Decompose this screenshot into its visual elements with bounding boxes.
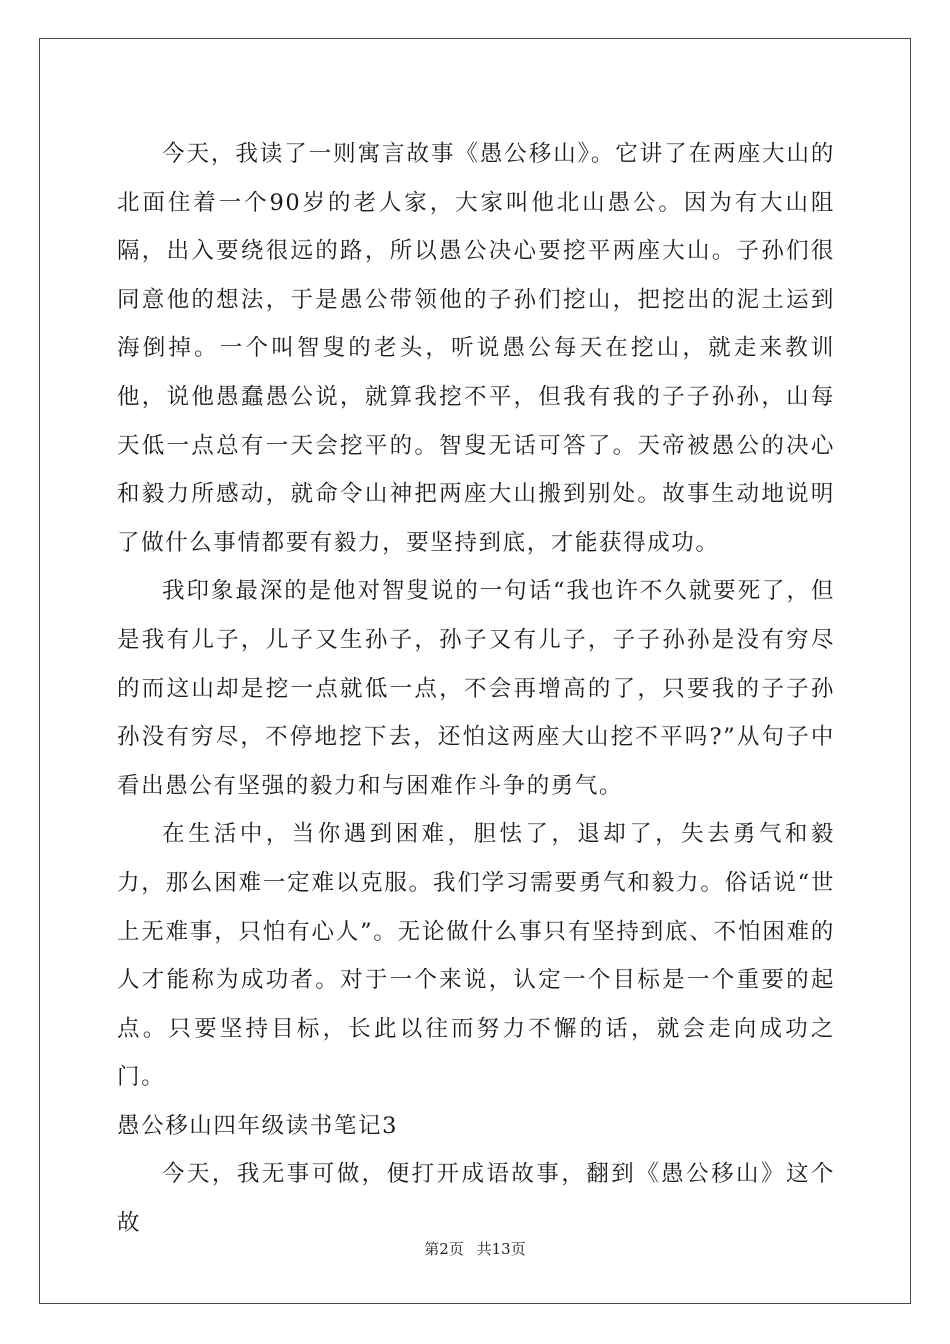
page-number: 第2页 xyxy=(424,1240,464,1258)
page-footer xyxy=(0,1238,950,1259)
paragraph-2: 我印象最深的是他对智叟说的一句话“我也许不久就要死了，但是我有儿子，儿子又生孙子，孙子又有儿子，子子孙孙是没有穷尽的而这山却是挖一点就低一点，不会再增高的了，只要我的子子孙孙没有穷尽，不停地挖下去，还怕这两座大山挖不平吗?”从句子中看出愚公有坚强的毅力和与困难作斗争的勇气。 xyxy=(117,578,835,799)
document-body xyxy=(117,130,835,1248)
paragraph-3: 在生活中，当你遇到困难，胆怯了，退却了，失去勇气和毅力，那么困难一定难以克服。我们学习需要勇气和毅力。俗话说“世上无难事，只怕有心人”。无论做什么事只有坚持到底、不怕困难的人才能称为成功者。对于一个来说，认定一个目标是一个重要的起点。只要坚持目标，长此以往而努力不懈的话，就会走向成功之门。 xyxy=(117,821,835,1091)
section-heading: 愚公移山四年级读书笔记3 xyxy=(117,1112,399,1139)
total-pages: 共13页 xyxy=(476,1240,526,1258)
paragraph-4: 今天，我无事可做，便打开成语故事，翻到《愚公移山》这个故 xyxy=(117,1161,835,1237)
paragraph-1: 今天，我读了一则寓言故事《愚公移山》。它讲了在两座大山的北面住着一个90岁的老人家，大家叫他北山愚公。因为有大山阻隔，出入要绕很远的路，所以愚公决心要挖平两座大山。子孙们很同意他的想法，于是愚公带领他的子孙们挖山，把挖出的泥土运到海倒掉。一个叫智叟的老头，听说愚公每天在挖山，就走来教训他，说他愚蠢愚公说，就算我挖不平，但我有我的子子孙孙，山每天低一点总有一天会挖平的。智叟无话可答了。天帝被愚公的决心和毅力所感动，就命令山神把两座大山搬到别处。故事生动地说明了做什么事情都要有毅力，要坚持到底，才能获得成功。 xyxy=(117,141,835,556)
